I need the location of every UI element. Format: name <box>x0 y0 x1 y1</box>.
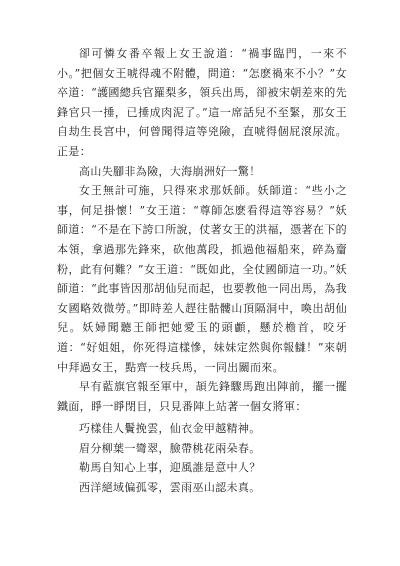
paragraph-1: 卻可憐女番卒報上女王說道：“禍事臨門，一來不小。”把個女王唬得魂不附體，問道：“怎麽禍來不小？”女卒道：“護國總兵官羅梨多，領兵出馬，卻被宋朝差來的先鋒官只一捶，已捶成肉泥了。”這一席話兒不至緊，那女王自劫生長宮中，何曾聞得這等兇險，直唬得個屁滾尿流。正是： <box>57 47 347 158</box>
paragraph-4: 早有藍旗官報至軍中，頡先鋒驟馬跑出陣前，擺一擺鐵面，睜一睜閉目，只見番陣上站著一個女將軍： <box>57 380 347 413</box>
verse-line-4: 西洋絕域偏孤零，雲雨巫山認未真。 <box>79 481 261 495</box>
paragraph-3: 女王無計可施，只得來求那妖師。妖師道：“些小之事，何足掛懷！”女王道：“尊師怎麽看得這等容易？”妖師道：“不是在下誇口所說，仗著女王的洪福，憑著在下的本領，拿過那先鋒來，砍他萬段，抓過他福船來，碎為齏粉，此有何難？”女王道：“既如此，全仗國師這一功。”妖師道：“此事皆因那胡仙兒而起，也要教他一同出馬，為我女國略效微勞。”即時差人趕往骷髏山頂隔洞中，喚出胡仙兒。妖婦聞聽王師把她愛玉的頭顱，懸於檐首，咬牙道：“好姐姐，你死得這樣慘，妹妹定然與你報讎！”來朝中拜過女王，點齊一枝兵馬，一同出關而來。 <box>57 184 347 374</box>
verse-line-1: 巧樣佳人鬢挽雲，仙衣金甲越精神。 <box>79 422 261 436</box>
verse-line-2: 眉分柳葉一彎翠，臉帶桃花兩朵春。 <box>79 441 261 455</box>
body-text <box>57 44 347 498</box>
verse-line-3: 勒馬自知心上事，迎風誰是意中人？ <box>79 461 261 475</box>
paragraph-2-couplet: 高山失腳非為險，大海崩洲好一驚！ <box>79 164 261 178</box>
